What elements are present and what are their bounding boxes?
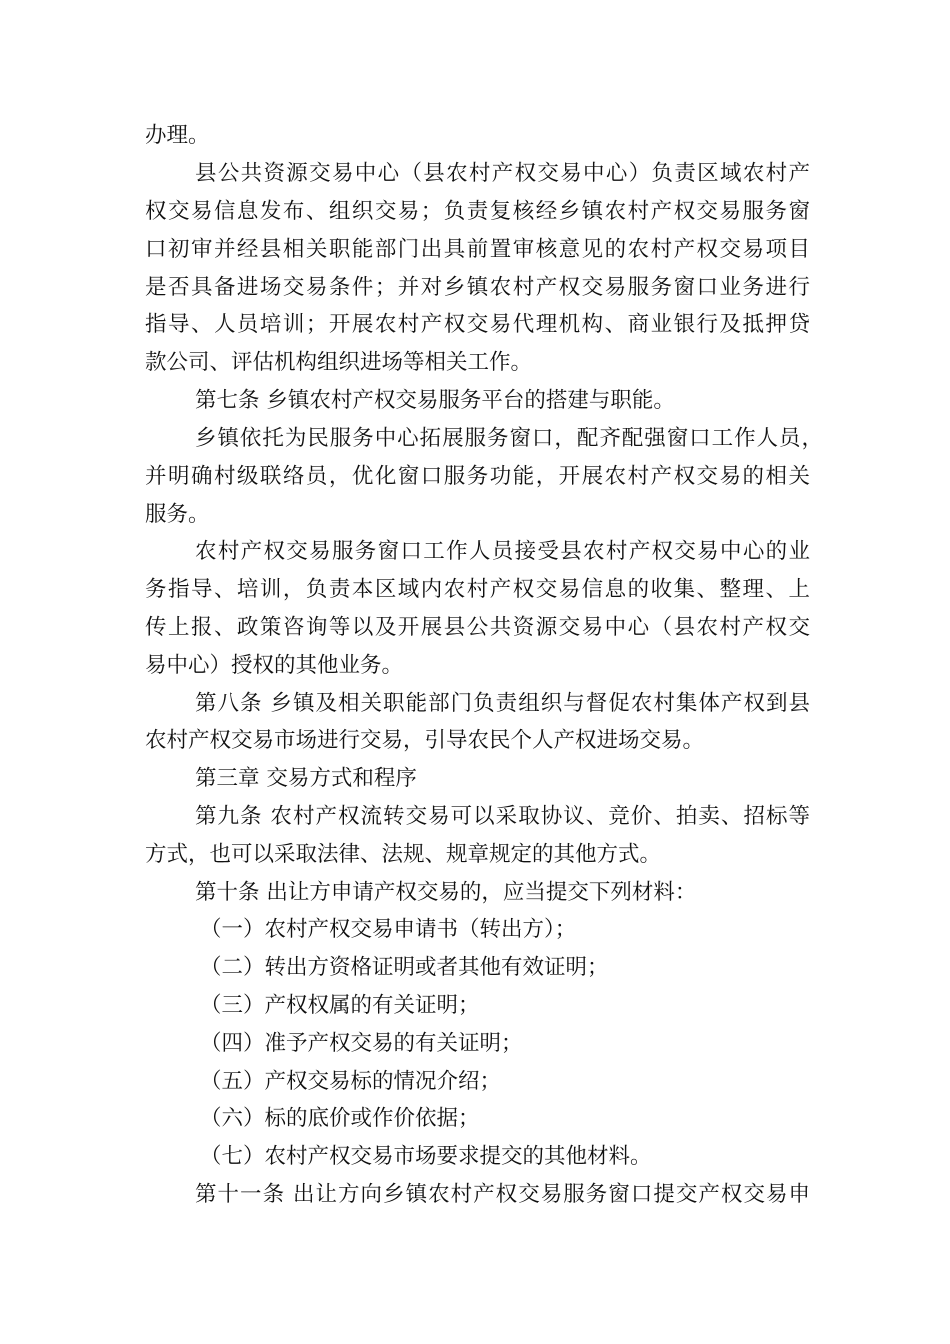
text-line: 并明确村级联络员，优化窗口服务功能，开展农村产权交易的相关 <box>145 464 810 489</box>
list-item: （五）产权交易标的情况介绍； <box>200 1069 502 1094</box>
text-line: 方式，也可以采取法律、法规、规章规定的其他方式。 <box>145 842 662 867</box>
text-line: 指导、人员培训；开展农村产权交易代理机构、商业银行及抵押贷 <box>145 312 810 337</box>
text-line: 权交易信息发布、组织交易；负责复核经乡镇农村产权交易服务窗 <box>145 199 810 224</box>
text-line: 易中心）授权的其他业务。 <box>145 653 404 678</box>
article-heading: 第八条 乡镇及相关职能部门负责组织与督促农村集体产权到县 <box>195 691 810 716</box>
text-line: 农村产权交易市场进行交易，引导农民个人产权进场交易。 <box>145 728 705 753</box>
list-item: （二）转出方资格证明或者其他有效证明； <box>200 955 609 980</box>
text-line: 办理。 <box>145 123 210 148</box>
article-heading: 第十条 出让方申请产权交易的，应当提交下列材料： <box>195 880 697 905</box>
text-line: 农村产权交易服务窗口工作人员接受县农村产权交易中心的业 <box>195 539 810 564</box>
text-line: 乡镇依托为民服务中心拓展服务窗口，配齐配强窗口工作人员， <box>195 426 823 451</box>
text-line: 务指导、培训，负责本区域内农村产权交易信息的收集、整理、上 <box>145 577 810 602</box>
text-line: 是否具备进场交易条件；并对乡镇农村产权交易服务窗口业务进行 <box>145 275 810 300</box>
text-line: 服务。 <box>145 502 210 527</box>
list-item: （一）农村产权交易申请书（转出方）； <box>200 917 577 942</box>
text-line: 传上报、政策咨询等以及开展县公共资源交易中心（县农村产权交 <box>145 615 810 640</box>
text-line: 款公司、评估机构组织进场等相关工作。 <box>145 350 533 375</box>
list-item: （七）农村产权交易市场要求提交的其他材料。 <box>200 1144 652 1169</box>
article-heading: 第九条 农村产权流转交易可以采取协议、竞价、拍卖、招标等 <box>195 804 810 829</box>
article-heading: 第七条 乡镇农村产权交易服务平台的搭建与职能。 <box>195 388 675 413</box>
list-item: （四）准予产权交易的有关证明； <box>200 1031 523 1056</box>
list-item: （六）标的底价或作价依据； <box>200 1106 480 1131</box>
article-heading: 第十一条 出让方向乡镇农村产权交易服务窗口提交产权交易申 <box>195 1182 810 1207</box>
text-line: 口初审并经县相关职能部门出具前置审核意见的农村产权交易项目 <box>145 237 810 262</box>
text-line: 县公共资源交易中心（县农村产权交易中心）负责区域农村产 <box>195 161 810 186</box>
chapter-heading: 第三章 交易方式和程序 <box>195 766 417 791</box>
list-item: （三）产权权属的有关证明； <box>200 993 480 1018</box>
